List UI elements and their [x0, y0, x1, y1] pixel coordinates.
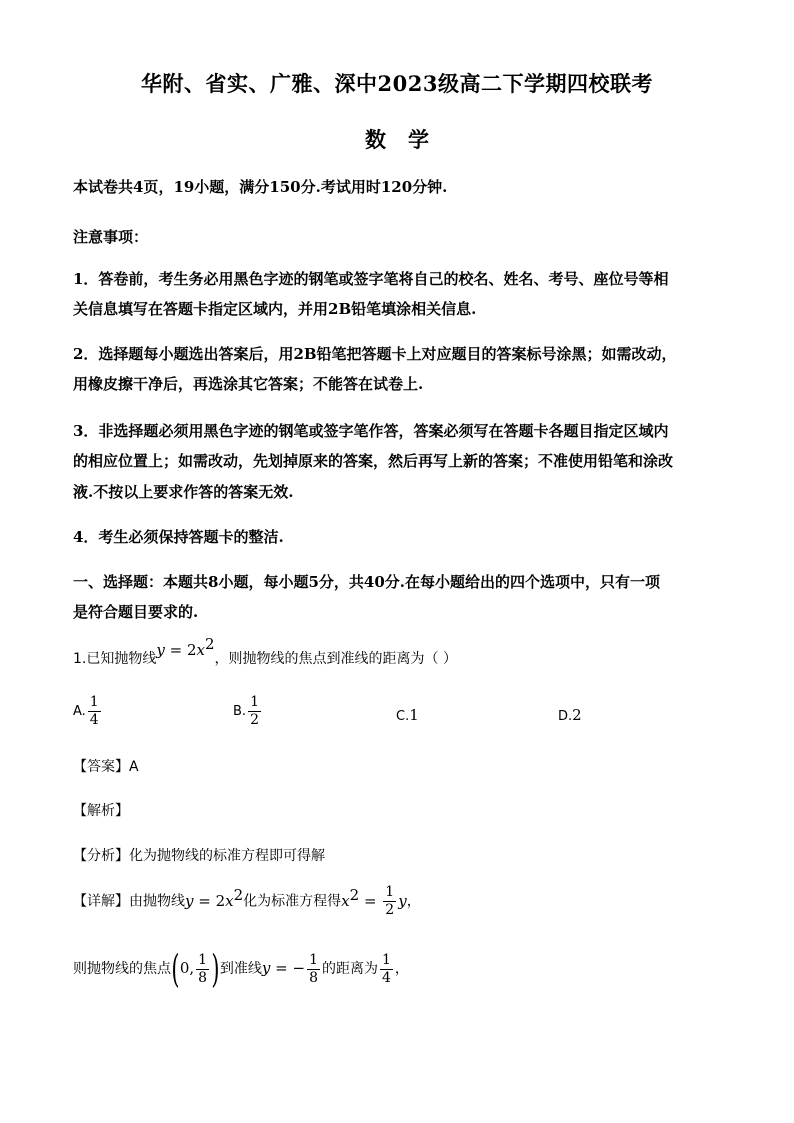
- detail-eq2-y: y: [398, 891, 407, 910]
- detail-eq2-exp: 2: [349, 885, 360, 904]
- q1-eq-x: x: [196, 641, 205, 659]
- choice-a: [73, 694, 103, 729]
- choice-a-fraction: [88, 694, 101, 729]
- q1-suffix: ，则抛物线的焦点到准线的距离为（ ）: [214, 651, 457, 667]
- choice-d: [558, 706, 582, 724]
- q1-equation: [156, 635, 215, 659]
- distance-fraction: [380, 952, 393, 987]
- directrix-fraction: [307, 952, 320, 987]
- note-3-line-1: 3．非选择题必须用黑色字迹的钢笔或签字笔作答，答案必须写在答题卡各题目指定区域内: [73, 422, 669, 440]
- q1-prefix: 1.已知抛物线: [73, 651, 157, 667]
- answer-line: [73, 756, 723, 776]
- focus-comma: ，: [394, 961, 409, 977]
- choice-b-num: 1: [250, 694, 259, 710]
- section-1-line-1: 一、选择题：本题共8小题，每小题5分，共40分.在每小题给出的四个选项中，只有一项: [73, 573, 660, 591]
- q1-eq-y: y: [156, 641, 165, 659]
- note-2-line-2: 用橡皮擦干净后，再选涂其它答案；不能答在试卷上.: [73, 375, 424, 393]
- distance-num: 1: [381, 951, 391, 968]
- detail-eq-1: [185, 885, 244, 910]
- q1-eq-exp: 2: [204, 635, 215, 653]
- focus-point-x: 0,: [179, 959, 195, 977]
- choice-a-label: A.: [73, 704, 86, 719]
- directrix-den: 8: [309, 969, 318, 986]
- detail-text-2: 化为标准方程得: [243, 893, 342, 910]
- detail-eq1-exp: 2: [233, 885, 244, 904]
- focus-text-2: 到准线: [219, 961, 262, 977]
- focus-text-3: 的距离为: [321, 961, 378, 977]
- directrix-eq: [261, 951, 322, 986]
- directrix-num: 1: [309, 951, 318, 968]
- detail-comma: ，: [406, 893, 421, 910]
- detail-eq2-fraction: [383, 884, 396, 919]
- choice-a-num: 1: [89, 694, 99, 710]
- detail-eq2-mid: =: [359, 891, 382, 910]
- note-2-line-1: 2．选择题每小题选出答案后，用2B铅笔把答题卡上对应题目的答案标号涂黑；如需改动，: [73, 345, 677, 363]
- choice-b: [233, 694, 263, 729]
- detail-eq1-y: y: [185, 891, 194, 910]
- choice-d-label: D.: [558, 709, 573, 724]
- note-4-line-1: 4．考生必须保持答题卡的整洁.: [73, 528, 284, 546]
- focus-point-num: 1: [198, 951, 208, 968]
- detail-text-1: 由抛物线: [129, 893, 185, 910]
- answer-value: A: [129, 759, 139, 775]
- question-1-stem: [73, 635, 723, 668]
- directrix-mid: = −: [270, 959, 306, 977]
- detail-label: 【详解】: [73, 893, 129, 910]
- note-3-line-3: 液.不按以上要求作答的答案无效.: [73, 483, 294, 501]
- fenxi-label: 【分析】: [73, 848, 129, 864]
- detail-eq-2: [341, 884, 407, 918]
- detail-eq1-mid: = 2: [193, 891, 226, 910]
- subject-title: 数学: [365, 127, 451, 152]
- notes-heading: 注意事项：: [73, 228, 149, 246]
- choice-c-value: 1: [409, 706, 419, 724]
- choice-c: [396, 706, 419, 724]
- note-1-line-2: 关信息填写在答题卡指定区域内，并用2B铅笔填涂相关信息.: [73, 300, 477, 318]
- directrix-y: y: [261, 959, 271, 977]
- focus-point-den: 8: [198, 969, 208, 986]
- exam-title: 华附、省实、广雅、深中2023级高二下学期四校联考: [141, 71, 653, 96]
- detail-line-1: [73, 884, 723, 919]
- choice-a-den: 4: [89, 712, 99, 728]
- section-1-line-2: 是符合题目要求的.: [73, 603, 199, 621]
- detail-eq2-den: 2: [385, 902, 395, 918]
- choice-b-den: 2: [250, 712, 259, 728]
- detail-eq2-num: 1: [385, 884, 395, 900]
- choice-b-label: B.: [233, 704, 247, 719]
- choice-d-value: 2: [572, 706, 582, 724]
- focus-paren-close: ): [211, 947, 220, 991]
- fenxi-text: 化为抛物线的标准方程即可得解: [129, 848, 325, 864]
- focus-paren-open: (: [171, 947, 180, 991]
- detail-line-2: [73, 947, 723, 991]
- note-3-line-2: 的相应位置上；如需改动，先划掉原来的答案，然后再写上新的答案；不准使用铅笔和涂改: [73, 452, 674, 470]
- q1-eq-mid: = 2: [164, 641, 197, 659]
- distance-den: 4: [381, 969, 391, 986]
- answer-label: 【答案】: [73, 759, 129, 775]
- analysis-heading: 【解析】: [73, 803, 129, 819]
- choice-c-label: C.: [396, 709, 410, 724]
- intro-line: 本试卷共4页，19小题，满分150分.考试用时120分钟.: [73, 178, 448, 196]
- choice-b-fraction: [248, 694, 261, 729]
- note-1-line-1: 1．答卷前，考生务必用黑色字迹的钢笔或签字笔将自己的校名、姓名、考号、座位号等相: [73, 270, 669, 288]
- focus-text-1: 则抛物线的焦点: [73, 961, 171, 977]
- detail-eq1-x: x: [225, 891, 234, 910]
- focus-point-fraction: [196, 952, 209, 987]
- detail-eq2-x: x: [341, 891, 350, 910]
- fenxi-line: [73, 845, 723, 865]
